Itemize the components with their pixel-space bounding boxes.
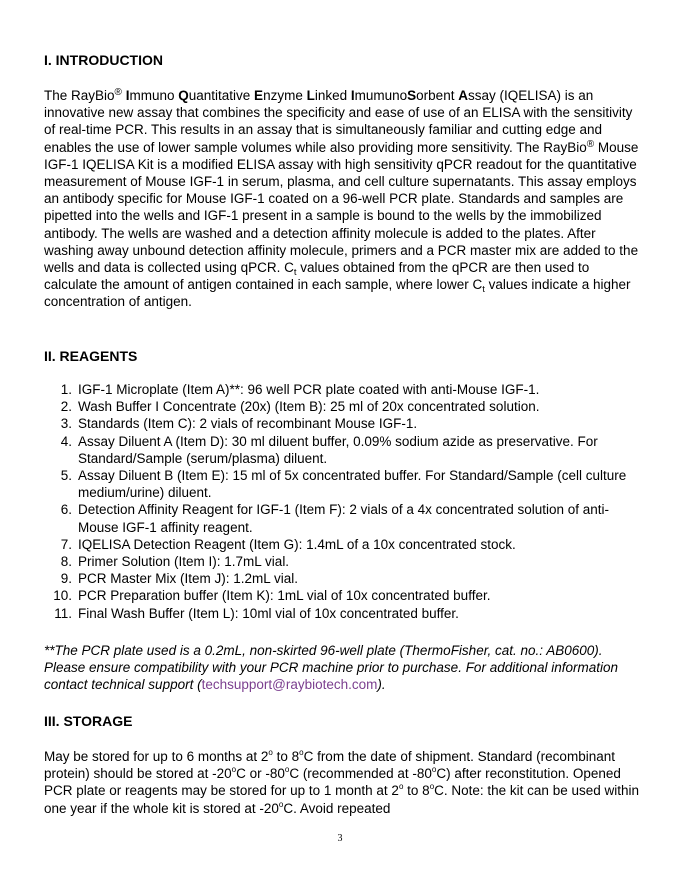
acronym-initial: Q: [178, 88, 189, 103]
reagent-text: Wash Buffer I Concentrate (20x) (Item B): 25 ml of 20x concentrated solution.: [78, 399, 540, 415]
storage-paragraph: May be stored for up to 6 months at 2$^o$ to 8$^o$C from the date of shipment. Standard (recombinant protein) should be stored at -20$^o$C or -80$^o$C (recommended at -80$^o$C) after reconstitution. Opened PCR plate or reagents may be stored for up to 1 month at 2$^o$ to 8$^o$C. Note: the kit can be used within one year if the whole kit is stored at -20$^o$C. Avoid repeated: [44, 748, 640, 816]
acronym-rest: mmuno: [129, 88, 179, 103]
reagent-item: [44, 415, 644, 432]
reagent-item: [44, 553, 644, 570]
reagent-item: [44, 570, 644, 587]
intro-heading: I. INTRODUCTION: [44, 52, 163, 68]
reagent-number: 10.: [53, 588, 72, 604]
reagent-item: [44, 398, 644, 415]
acronym-initial: I: [125, 88, 130, 103]
reagent-text: PCR Preparation buffer (Item K): 1mL vial of 10x concentrated buffer.: [78, 588, 491, 604]
reagent-text: Assay Diluent A (Item D): 30 ml diluent buffer, 0.09% sodium azide as preservative. For Standard/Sample (serum/plasma) diluent.: [78, 433, 598, 466]
reagent-text: IGF-1 Microplate (Item A)**: 96 well PCR plate coated with anti-Mouse IGF-1.: [78, 382, 540, 397]
reagent-item: [44, 605, 644, 622]
acronym-initial: S: [407, 88, 417, 103]
reagent-text: Primer Solution (Item I): 1.7mL vial.: [78, 554, 290, 570]
reagent-text: IQELISA Detection Reagent (Item G): 1.4mL of a 10x concentrated stock.: [78, 536, 516, 552]
acronym-rest: inked: [314, 88, 351, 103]
reagent-text: Final Wash Buffer (Item L): 10ml vial of 10x concentrated buffer.: [78, 605, 459, 621]
reagent-item: [44, 587, 644, 604]
plate-note: **The PCR plate used is a 0.2mL, non-skirted 96-well plate (ThermoFisher, cat. no.: AB0600). Please ensure compatibility with your PCR machine prior to purchase. For additional information contact technical support (techsupport@raybiotech.com).: [44, 643, 619, 693]
reagent-number: 6.: [60, 502, 72, 518]
page-number: 3: [337, 833, 343, 844]
reagent-text: Assay Diluent B (Item E): 15 ml of 5x concentrated buffer. For Standard/Sample (cell culture medium/urine) diluent.: [78, 468, 627, 501]
storage-heading: III. STORAGE: [44, 713, 133, 729]
reagent-text: Detection Affinity Reagent for IGF-1 (Item F): 2 vials of a 4x concentrated solution of anti-Mouse IGF-1 affinity reagent.: [78, 502, 610, 535]
reagent-number: 3.: [60, 416, 72, 432]
acronym-rest: mumuno: [354, 88, 408, 103]
reagent-number: 8.: [60, 554, 72, 570]
reagent-text: PCR Master Mix (Item J): 1.2mL vial.: [78, 571, 299, 587]
acronym-rest: uantitative: [188, 88, 255, 103]
reagent-item: [44, 467, 644, 501]
reagent-number: 1.: [60, 382, 72, 397]
reagent-number: 7.: [60, 536, 72, 552]
reagent-number: 5.: [60, 468, 72, 484]
reagent-item: [44, 536, 644, 553]
acronym-expansion: [126, 88, 594, 103]
acronym-initial: I: [350, 88, 355, 103]
support-email-link[interactable]: techsupport@raybiotech.com: [201, 677, 378, 693]
reagent-number: 11.: [54, 605, 72, 621]
intro-paragraph: The RayBio® Immuno Quantitative Enzyme Linked ImumunoSorbent Assay (IQELISA) is an innovative new assay that combines the specificity and ease of use of an ELISA with the sensitivity of real-time PCR. This results in an assay that is simultaneously familiar and cutting edge and enables the use of lower sample volumes while also providing more sensitivity. The RayBio® Mouse IGF-1 IQELISA Kit is a modified ELISA assay with high sensitivity qPCR readout for the quantitative measurement of Mouse IGF-1 in serum, plasma, and cell culture supernatants. This assay employs an antibody specific for Mouse IGF-1 coated on a 96-well PCR plate. Standards and samples are pipetted into the wells and IGF-1 present in a sample is bound to the wells by the immobilized antibody. The wells are washed and a detection affinity molecule is added to the plates. After washing away unbound detection affinity molecule, primers and a PCR master mix are added to the wells and data is collected using qPCR. $C_t$ values obtained from the qPCR are then used to calculate the amount of antigen contained in each sample, where lower $C_t$ values indicate a higher concentration of antigen.: [44, 87, 639, 310]
acronym-initial: A: [458, 88, 468, 103]
reagent-item: [44, 381, 644, 398]
reagent-number: 9.: [60, 571, 72, 587]
reagent-text: Standards (Item C): 2 vials of recombinant Mouse IGF-1.: [78, 416, 418, 432]
acronym-rest: nzyme: [263, 88, 307, 103]
reagent-item: [44, 433, 644, 467]
reagent-number: 4.: [60, 433, 72, 449]
reagent-number: 2.: [60, 399, 72, 415]
acronym-rest: orbent: [416, 88, 459, 103]
acronym-initial: L: [306, 88, 315, 103]
reagent-item: [44, 501, 644, 535]
acronym-rest: ssay (IQELISA) is an: [467, 88, 594, 103]
acronym-initial: E: [254, 88, 264, 103]
reagent-list: [44, 381, 644, 622]
reagents-heading: II. REAGENTS: [44, 348, 138, 364]
